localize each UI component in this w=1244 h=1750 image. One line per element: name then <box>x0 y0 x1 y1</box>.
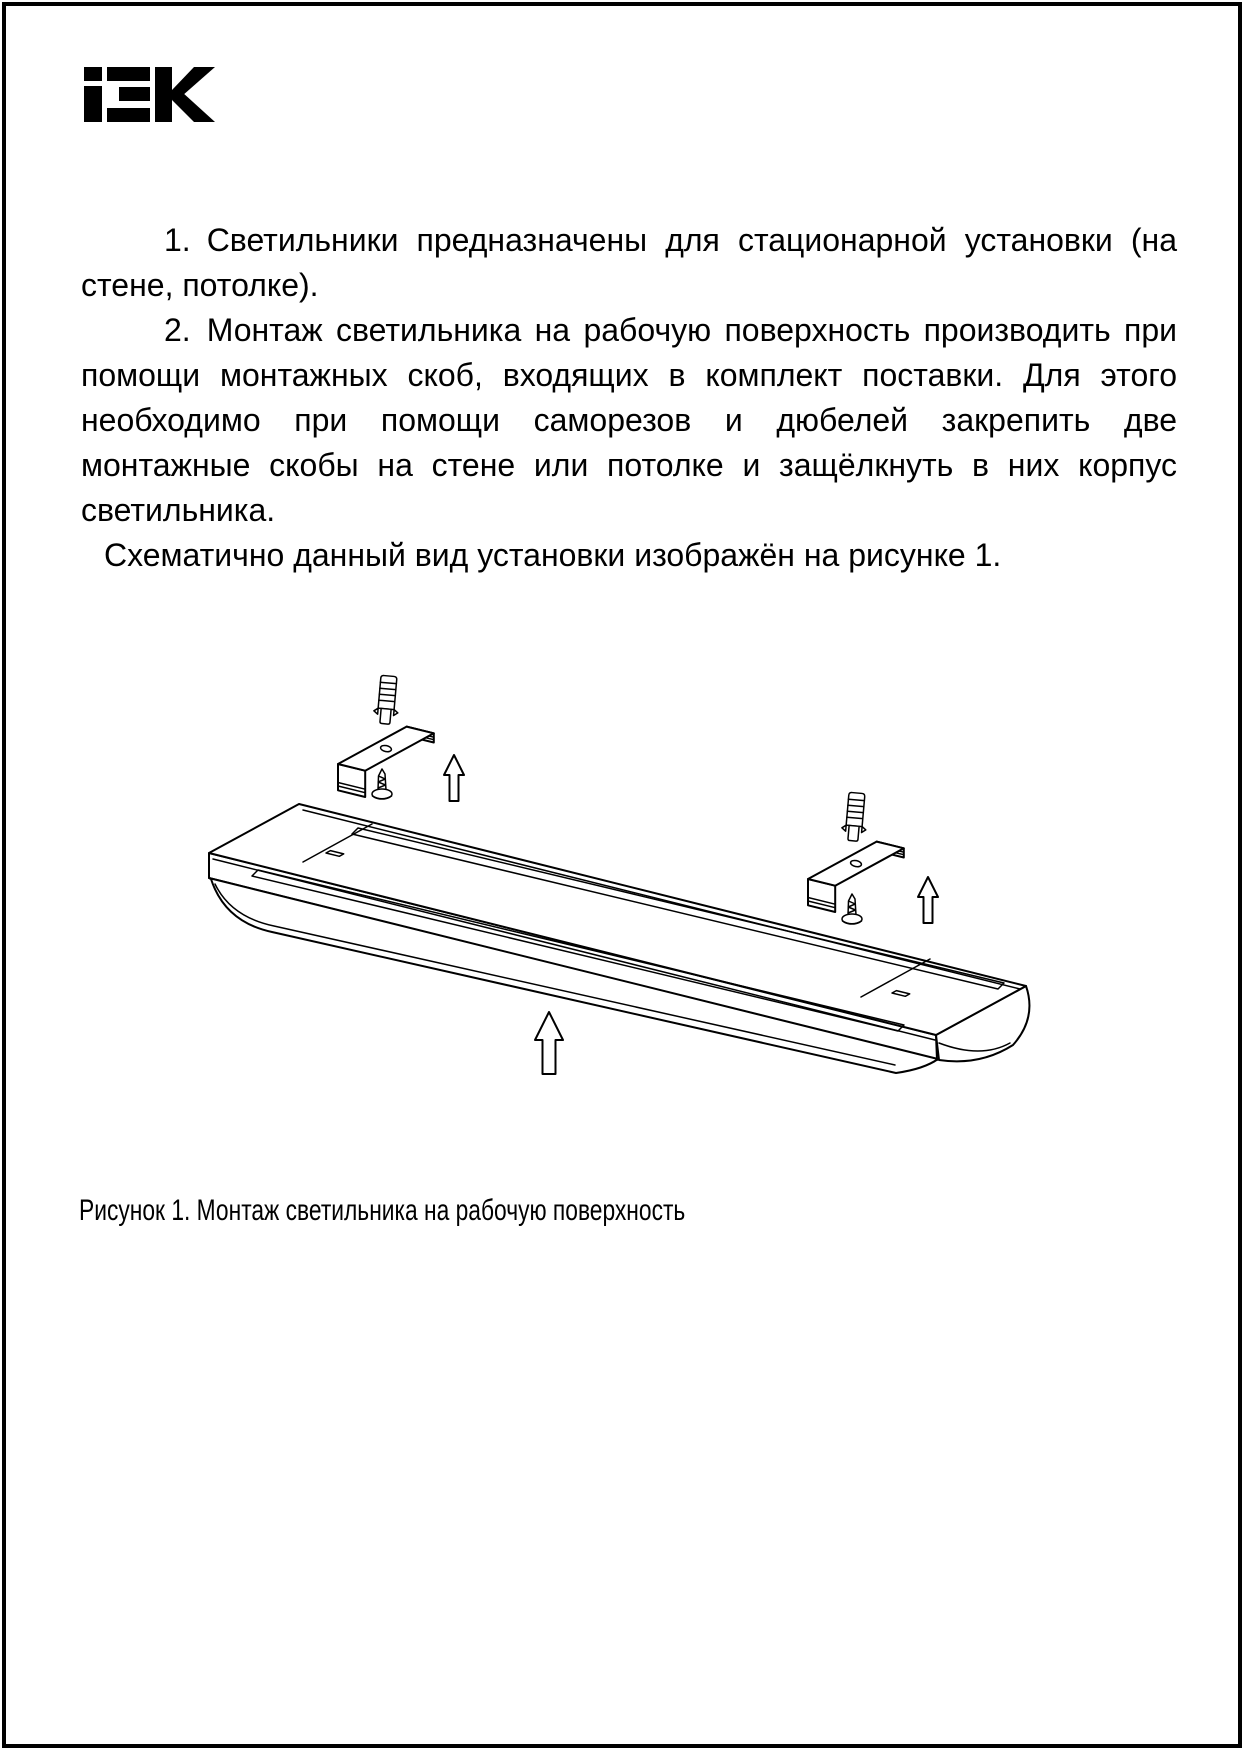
list-number: 2. <box>164 312 191 348</box>
paragraph-text: Монтаж светильника на рабочую поверхность производить при помощи монтажных скоб, входящих в комплект поставки. Для этого необходимо при помощи саморезов и дюбелей закрепить две монтажные скобы на стене или потолке и защёлкнуть в них корпус светильника. <box>81 312 1177 528</box>
instruction-text <box>81 218 1177 578</box>
page-frame <box>2 2 1242 1748</box>
instruction-paragraph-2 <box>81 308 1177 533</box>
mounting-set-right <box>808 792 938 924</box>
logo-e-top-bar <box>107 67 150 81</box>
instruction-paragraph-1 <box>81 218 1177 308</box>
up-arrow-left <box>444 755 464 801</box>
logo-i-stem <box>84 86 102 122</box>
logo-k-lower-arm <box>172 92 215 122</box>
logo-i-dot <box>84 67 102 81</box>
screw-right <box>842 894 862 924</box>
up-arrow-bottom <box>535 1012 563 1074</box>
dowel-anchor-left <box>373 675 401 725</box>
figure-drawing <box>6 566 1244 1126</box>
figure-caption <box>79 1194 877 1228</box>
list-number: 1. <box>164 222 191 258</box>
iek-logo <box>84 62 218 124</box>
logo-e-mid-bar <box>119 87 150 101</box>
dowel-anchor-right <box>841 792 869 842</box>
paragraph-text: Светильники предназначены для стационарной установки (на стене, потолке). <box>81 222 1177 303</box>
paragraph-text: Схематично данный вид установки изображён на рисунке 1. <box>104 537 1002 573</box>
logo-e-bottom-bar <box>107 108 150 122</box>
screw-left <box>372 769 392 799</box>
logo-k-stem <box>155 67 172 122</box>
up-arrow-right <box>918 877 938 923</box>
figure-caption-text: Рисунок 1. Монтаж светильника на рабочую поверхность <box>79 1194 686 1227</box>
luminaire-body <box>209 804 1029 1073</box>
mounting-set-left <box>338 675 464 801</box>
